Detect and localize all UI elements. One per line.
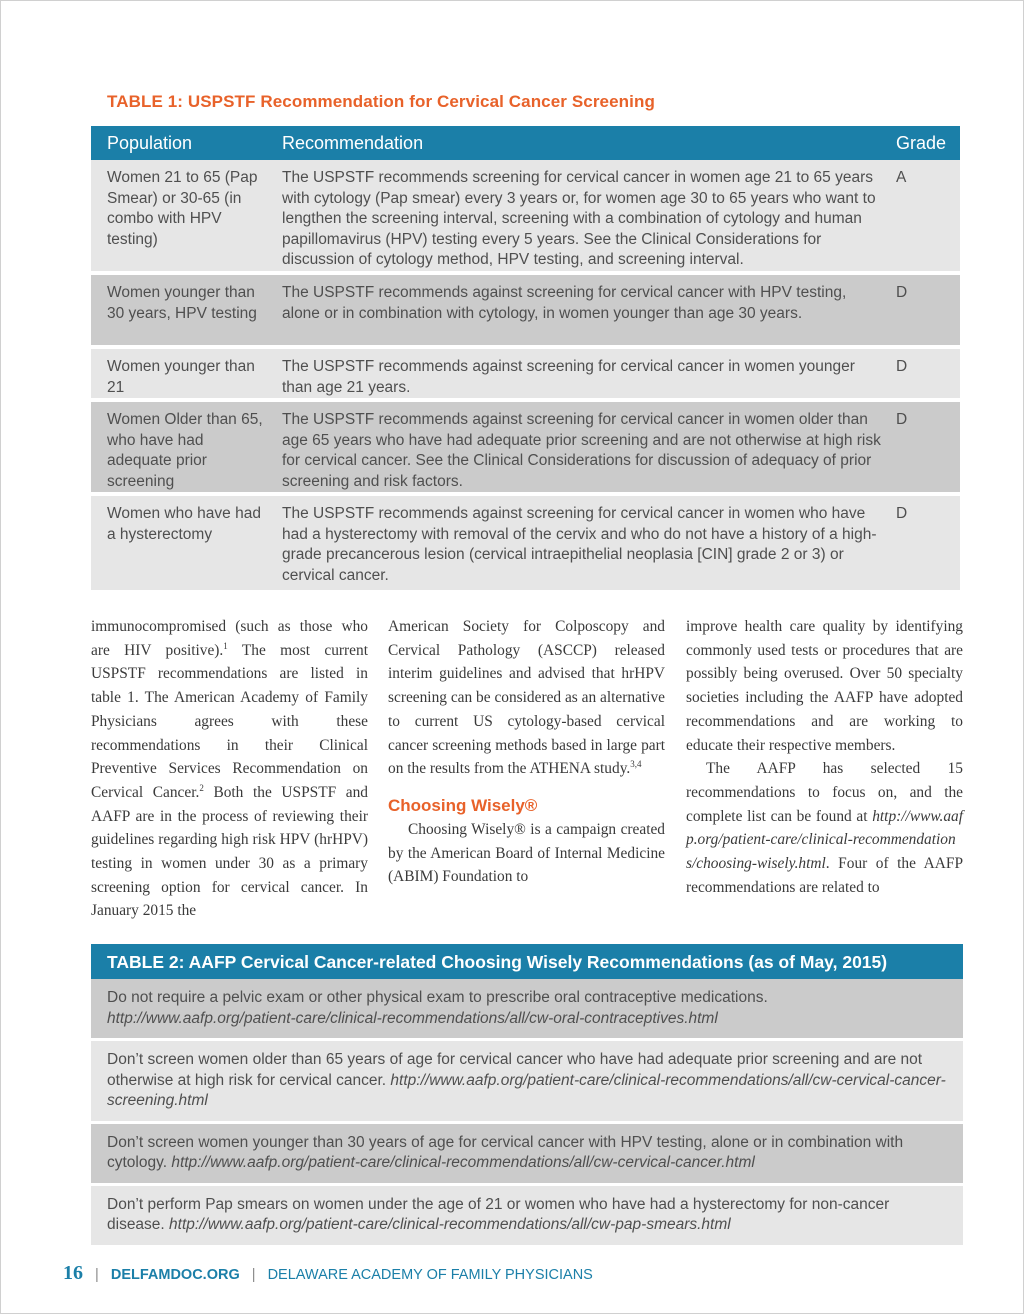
paragraph: Choosing Wisely® is a campaign created by the American Board of Internal Medicine (ABIM) Foundation to bbox=[388, 820, 665, 886]
table2-title: TABLE 2: AAFP Cervical Cancer-related Choosing Wisely Recommendations (as of May, 2015) bbox=[91, 944, 963, 979]
table-row bbox=[91, 402, 960, 496]
grade-cell: D bbox=[896, 411, 908, 428]
section-heading-choosing-wisely: Choosing Wisely® bbox=[388, 795, 538, 815]
recommendation-link[interactable]: http://www.aafp.org/patient-care/clinical-recommendations/all/cw-cervical-cancer.html bbox=[171, 1154, 755, 1171]
population-cell: Women younger than 21 bbox=[107, 358, 255, 396]
table-row: Don’t screen women older than 65 years of age for cervical cancer who have had adequate prior screening and are not otherwise at high risk for cervical cancer. http://www.aafp.org/patient-care/clinical-recommendations/all/cw-cervical-cancer-screening.html bbox=[91, 1041, 963, 1124]
recommendation-link[interactable]: http://www.aafp.org/patient-care/clinical-recommendations/all/cw-cervical-cancer-screening.html bbox=[107, 1071, 946, 1109]
choosing-wisely-link[interactable]: http://www.aafp.org/patient-care/clinical-recommendations/choosing-wisely.html bbox=[686, 807, 963, 873]
table-row: Do not require a pelvic exam or other physical exam to prescribe oral contraceptive medications. http://www.aafp.org/patient-care/clinical-recommendations/all/cw-oral-contraceptives.html bbox=[91, 979, 963, 1041]
table-row bbox=[91, 275, 960, 349]
body-column-1 bbox=[91, 615, 368, 923]
table-row: Don’t screen women younger than 30 years of age for cervical cancer with HPV testing, alone or in combination with cytology. http://www.aafp.org/patient-care/clinical-recommendations/all/cw-cervical-cancer.html bbox=[91, 1124, 963, 1186]
grade-cell: D bbox=[896, 284, 908, 301]
footer-separator: | bbox=[95, 1267, 99, 1283]
table-row: Don’t perform Pap smears on women under the age of 21 or women who have had a hysterectomy for non-cancer disease. http://www.aafp.org/patient-care/clinical-recommendations/all/cw-pap-smears.html bbox=[91, 1186, 963, 1245]
table1 bbox=[91, 126, 960, 590]
recommendation-link[interactable]: http://www.aafp.org/patient-care/clinical-recommendations/all/cw-pap-smears.html bbox=[169, 1216, 731, 1233]
body-column-3 bbox=[686, 615, 963, 899]
page-number: 16 bbox=[63, 1262, 83, 1284]
footer-separator: | bbox=[251, 1267, 256, 1283]
table-row bbox=[91, 160, 960, 275]
paragraph: The AAFP has selected 15 recommendations to focus on, and the complete list can be found at http://www.aafp.org/patient-care/clinical-recommendations/choosing-wisely.html. Four of the AAFP recommendations are related to bbox=[686, 760, 963, 896]
table-row bbox=[91, 349, 960, 402]
paragraph: improve health care quality by identifying commonly used tests or procedures that are possibly being overused. Over 50 specialty societies including the AAFP have adopted recommendations and are working to educate their respective members. bbox=[686, 618, 963, 754]
header-recommendation: Recommendation bbox=[282, 133, 424, 153]
population-cell: Women 21 to 65 (Pap Smear) or 30-65 (in combo with HPV testing) bbox=[107, 169, 258, 248]
population-cell: Women Older than 65, who have had adequate prior screening bbox=[107, 411, 263, 490]
footer-organization: DELAWARE ACADEMY OF FAMILY PHYSICIANS bbox=[267, 1267, 593, 1283]
header-grade: Grade bbox=[896, 133, 947, 153]
grade-cell: D bbox=[896, 358, 908, 375]
page-footer bbox=[63, 1262, 593, 1285]
grade-cell: A bbox=[896, 169, 907, 186]
recommendation-cell: The USPSTF recommends against screening for cervical cancer in women younger than age 21 years. bbox=[282, 358, 855, 396]
population-cell: Women who have had a hysterectomy bbox=[107, 505, 261, 543]
recommendation-link[interactable]: http://www.aafp.org/patient-care/clinical-recommendations/all/cw-oral-contraceptives.html bbox=[107, 1009, 718, 1027]
recommendation-cell: The USPSTF recommends against screening for cervical cancer with HPV testing, alone or in combination with cytology, in women younger than age 30 years. bbox=[282, 284, 847, 322]
recommendation-cell: The USPSTF recommends screening for cervical cancer in women age 21 to 65 years with cytology (Pap smear) every 3 years or, for women age 30 to 65 years who want to lengthen the screening interval, screening with a combination of cytology and human papillomavirus (HPV) testing every 5 years. See the Clinical Considerations for discussion of cytology method, HPV testing, and screening interval. bbox=[282, 169, 876, 268]
recommendation-cell: The USPSTF recommends against screening for cervical cancer in women older than age 65 years who have had adequate prior screening and are not otherwise at high risk for cervical cancer. See the Clinical Considerations for discussion of adequacy of prior screening and risk factors. bbox=[282, 411, 881, 490]
grade-cell: D bbox=[896, 505, 908, 522]
table-row bbox=[91, 496, 960, 590]
paragraph: immunocompromised (such as those who are HIV positive).$^1$ The most current USPSTF recommendations are listed in table 1. The American Academy of Family Physicians agrees with these recommendations in their Clinical Preventive Services Recommendation on Cervical Cancer.$^2$ Both the USPSTF and AAFP are in the process of reviewing their guidelines regarding high risk HPV (hrHPV) testing in women under 30 as a primary screening option for cervical cancer. In January 2015 the bbox=[91, 618, 368, 920]
table1-header-row bbox=[91, 126, 960, 160]
recommendation-cell: The USPSTF recommends against screening for cervical cancer in women who have had a hysterectomy with removal of the cervix and who do not have a history of a high-grade precancerous lesion (cervical intraepithelial neoplasia [CIN] grade 2 or 3) or cervical cancer. bbox=[282, 505, 877, 584]
body-column-2 bbox=[388, 615, 665, 889]
table1-title: TABLE 1: USPSTF Recommendation for Cervical Cancer Screening bbox=[107, 92, 655, 111]
table2 bbox=[91, 944, 963, 1245]
header-population: Population bbox=[107, 133, 193, 153]
paragraph: American Society for Colposcopy and Cervical Pathology (ASCCP) released interim guidelines and advised that hrHPV screening can be considered as an alternative to current US cytology-based cervical cancer screening methods based in large part on the results from the ATHENA study.$^{3,4}$ bbox=[388, 618, 665, 778]
footer-site-link[interactable]: DELFAMDOC.ORG bbox=[110, 1267, 240, 1283]
population-cell: Women younger than 30 years, HPV testing bbox=[107, 284, 257, 322]
